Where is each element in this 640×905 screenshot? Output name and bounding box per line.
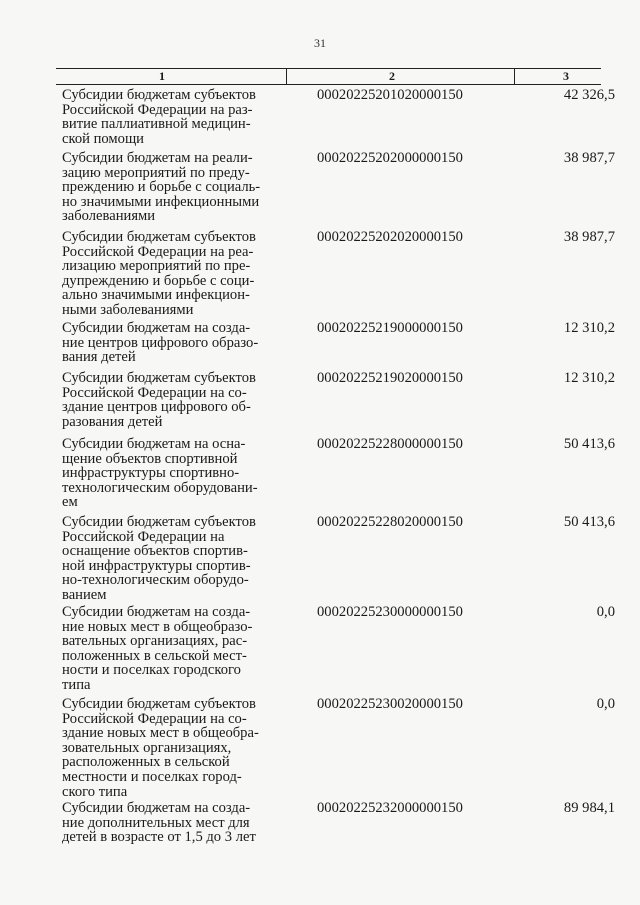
- column-divider: [286, 69, 287, 84]
- subsidy-name: Субсидии бюджетам субъектов Российской Федерации на со- здание центров цифрового об- разования детей: [62, 370, 256, 430]
- subsidy-name: Субсидии бюджетам субъектов Российской Федерации на раз- витие паллиативной медицин- ской помощи: [62, 87, 256, 147]
- subsidy-name: Субсидии бюджетам на созда- ние дополнительных мест для детей в возрасте от 1,5 до 3 лет: [62, 800, 256, 846]
- budget-code: 00020225232000000150: [317, 800, 463, 816]
- subsidy-name: Субсидии бюджетам субъектов Российской Федерации на со- здание новых мест в общеобра- зовательных организациях, расположенных в сельской местности и поселках город- ского типа: [62, 696, 259, 800]
- amount: 0,0: [596, 696, 615, 712]
- amount: 38 987,7: [563, 229, 615, 245]
- subsidy-name: Субсидии бюджетам на созда- ние новых мест в общеобразо- вательных организациях, рас- положенных в сельской мест- ности и поселках городского типа: [62, 604, 253, 693]
- amount: 12 310,2: [563, 370, 615, 386]
- column-divider: [514, 69, 515, 84]
- budget-code: 00020225230000000150: [317, 604, 463, 620]
- table-header: [56, 68, 601, 85]
- subsidy-name: Субсидии бюджетам субъектов Российской Федерации на оснащение объектов спортив- ной инфраструктуры спортив- но-технологическим оборудо- ванием: [62, 514, 256, 603]
- budget-code: 00020225219000000150: [317, 320, 463, 336]
- column-header-3: 3: [563, 69, 569, 83]
- budget-code: 00020225230020000150: [317, 696, 463, 712]
- subsidy-name: Субсидии бюджетам на созда- ние центров цифрового образо- вания детей: [62, 320, 259, 366]
- amount: 50 413,6: [563, 436, 615, 452]
- amount: 38 987,7: [563, 150, 615, 166]
- budget-code: 00020225202000000150: [317, 150, 463, 166]
- amount: 12 310,2: [563, 320, 615, 336]
- amount: 0,0: [596, 604, 615, 620]
- subsidy-name: Субсидии бюджетам субъектов Российской Федерации на реа- лизацию мероприятий по пре- дупреждению и борьбе с соци- ально значимыми инфекцион- ными заболеваниями: [62, 229, 256, 318]
- amount: 50 413,6: [563, 514, 615, 530]
- subsidy-name: Субсидии бюджетам на реали- зацию мероприятий по преду- преждению и борьбе с социаль- но значимыми инфекционными заболеваниями: [62, 150, 261, 225]
- column-header-1: 1: [159, 69, 165, 83]
- budget-code: 00020225202020000150: [317, 229, 463, 245]
- amount: 42 326,5: [563, 87, 615, 103]
- page-number: 31: [314, 36, 326, 50]
- amount: 89 984,1: [563, 800, 615, 816]
- column-header-2: 2: [389, 69, 395, 83]
- budget-code: 00020225228020000150: [317, 514, 463, 530]
- budget-code: 00020225219020000150: [317, 370, 463, 386]
- budget-code: 00020225228000000150: [317, 436, 463, 452]
- subsidy-name: Субсидии бюджетам на осна- щение объектов спортивной инфраструктуры спортивно- технологическим оборудовани- ем: [62, 436, 258, 511]
- budget-code: 00020225201020000150: [317, 87, 463, 103]
